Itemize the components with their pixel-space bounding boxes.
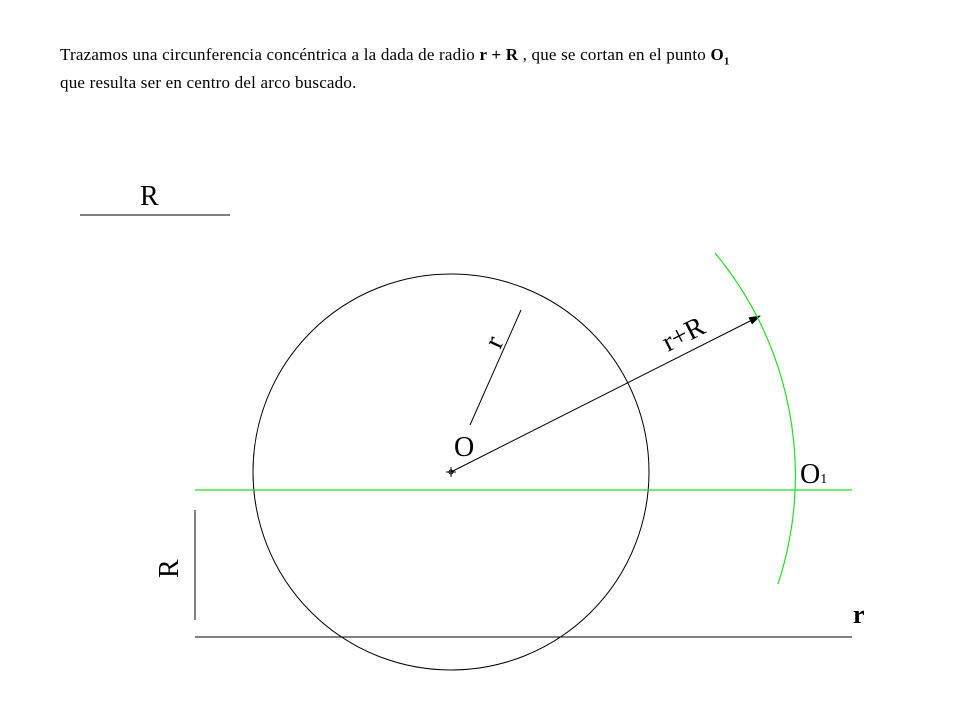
center-O-label: O <box>454 432 475 463</box>
R-distance-label: R <box>154 559 185 578</box>
caption-point-sub: 1 <box>723 55 730 68</box>
center-point-marker <box>446 467 456 477</box>
caption-R: R <box>505 45 519 64</box>
radius-r-label: r <box>478 331 511 353</box>
line-r-label: r <box>853 600 865 629</box>
R-reference-label: R <box>140 181 159 212</box>
caption-part2: , que se cortan en el punto <box>518 45 711 64</box>
caption-line2: que resulta ser en centro del arco buscado. <box>60 73 357 93</box>
point-O1-label: O1 <box>800 459 828 490</box>
caption-point: O <box>710 45 724 64</box>
rR-label: r+R <box>657 310 711 359</box>
concentric-arc-green <box>715 253 795 584</box>
caption-plus: + <box>486 45 506 64</box>
radius-r-line <box>470 310 521 425</box>
caption-r: r <box>479 45 487 64</box>
caption-part1: Trazamos una circunferencia concéntrica a la dada de radio <box>60 45 480 64</box>
